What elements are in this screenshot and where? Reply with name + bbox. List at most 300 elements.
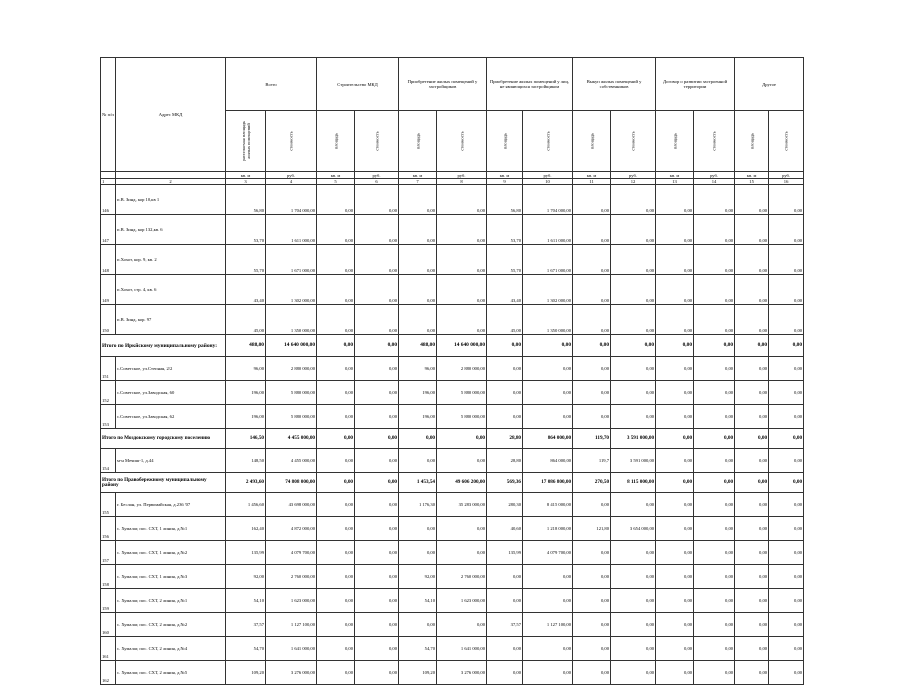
value-cell: 569,36 [487,473,523,493]
value-cell: 2 760 000,00 [266,565,317,589]
value-cell: 0,00 [656,613,694,637]
value-cell: 0,00 [573,185,611,215]
value-cell: 162,40 [226,517,266,541]
value-cell: 5 880 000,00 [266,381,317,405]
row-address: с. Хумалаг, пос. СХТ, 1 линия, д.№3 [116,565,226,589]
value-cell: 0,00 [573,493,611,517]
row-address: с. Хумалаг, пос. СХТ, 1 линия, д.№1 [116,517,226,541]
value-cell: 0,00 [355,185,399,215]
value-cell: 280,30 [487,493,523,517]
value-cell: 0,00 [694,517,735,541]
value-cell: 0,00 [399,215,437,245]
value-cell: 14 640 000,00 [266,335,317,357]
value-cell: 0,00 [735,305,769,335]
unit-cell: кв. м [399,172,437,179]
value-cell: 0,00 [656,589,694,613]
value-cell: 0,00 [355,613,399,637]
unit-cell: руб. [611,172,656,179]
value-cell: 0,00 [317,185,355,215]
value-cell: 0,00 [656,405,694,429]
value-cell: 0,00 [399,449,437,473]
value-cell: 488,00 [399,335,437,357]
value-cell: 0,00 [355,305,399,335]
value-cell: 0,00 [735,493,769,517]
value-cell: 0,00 [694,493,735,517]
subtotal-label: Итого по Иркйскому муниципальному району: [101,335,226,357]
value-cell: 0,00 [656,661,694,685]
value-cell: 0,00 [656,381,694,405]
value-cell: 37,57 [487,613,523,637]
value-cell: 0,00 [355,405,399,429]
value-cell: 5 880 000,00 [437,381,487,405]
value-cell: 8 115 000,00 [611,473,656,493]
row-index: 151 [101,357,116,381]
value-cell: 0,00 [611,589,656,613]
value-cell: 1 127 100,00 [266,613,317,637]
value-cell: 28,80 [487,449,523,473]
value-cell: 1 456,60 [226,493,266,517]
value-cell: 0,00 [611,185,656,215]
value-cell: 121,80 [573,517,611,541]
value-cell: 196,00 [399,381,437,405]
value-cell: 0,00 [573,357,611,381]
value-cell: 146,50 [226,429,266,449]
value-cell: 92,00 [226,565,266,589]
value-cell: 0,00 [355,637,399,661]
value-cell: 0,00 [769,565,804,589]
value-cell: 0,00 [694,215,735,245]
value-cell: 0,00 [573,215,611,245]
value-cell: 0,00 [656,517,694,541]
value-cell: 0,00 [694,449,735,473]
column-number-cell: 6 [355,179,399,185]
value-cell: 0,00 [399,613,437,637]
unit-cell: руб. [523,172,573,179]
value-cell: 0,00 [656,215,694,245]
unit-cell: руб. [769,172,804,179]
value-cell: 2 760 000,00 [437,565,487,589]
value-cell: 0,00 [317,405,355,429]
value-cell: 0,00 [769,661,804,685]
value-cell: 1 623 000,00 [266,589,317,613]
row-address: п.В. Зинд, кор 132,кв. 6 [116,215,226,245]
value-cell: 0,00 [437,613,487,637]
sub-header-cost: стоимость [783,131,789,151]
table-row [101,405,804,429]
value-cell: 0,00 [355,589,399,613]
value-cell: 17 086 800,00 [523,473,573,493]
value-cell: 0,00 [656,565,694,589]
value-cell: 49 606 200,00 [437,473,487,493]
row-index: 156 [101,517,116,541]
value-cell: 0,00 [769,335,804,357]
value-cell: 0,00 [317,215,355,245]
column-number-cell: 9 [487,179,523,185]
sub-header-cost: стоимость [374,131,380,151]
value-cell: 54,10 [226,589,266,613]
table-row [101,215,804,245]
unit-cell: кв. м [317,172,355,179]
row-address: п.В. Зинд, кор. 97 [116,305,226,335]
value-cell: 55,70 [487,245,523,275]
row-address: с. Хумалаг, пос. СХТ, 2 линия, д.№1 [116,589,226,613]
value-cell: 1 453,54 [399,473,437,493]
value-cell: 0,00 [694,589,735,613]
value-cell: 196,00 [226,405,266,429]
unit-cell: руб. [266,172,317,179]
value-cell: 0,00 [735,429,769,449]
row-address: с. Хумалаг, пос. СХТ, 1 линия, д.№2 [116,541,226,565]
value-cell: 109,20 [226,661,266,685]
value-cell: 0,00 [317,357,355,381]
value-cell: 43 698 000,00 [266,493,317,517]
value-cell: 0,00 [694,661,735,685]
unit-cell: руб. [355,172,399,179]
value-cell: 0,00 [769,245,804,275]
column-number-cell: 14 [694,179,735,185]
sub-header-cell [399,111,437,172]
value-cell: 0,00 [656,493,694,517]
value-cell: 488,00 [226,335,266,357]
value-cell: 0,00 [355,357,399,381]
value-cell: 1 302 000,00 [266,275,317,305]
table-row [101,305,804,335]
row-address: с. Хумалаг, пос. СХТ, 2 линия, д.№4 [116,637,226,661]
value-cell: 0,00 [355,661,399,685]
value-cell: 3 591 000,00 [611,449,656,473]
value-cell: 0,00 [735,405,769,429]
value-cell: 0,00 [735,275,769,305]
value-cell: 0,00 [694,245,735,275]
value-cell: 0,00 [317,637,355,661]
value-cell: 0,00 [317,661,355,685]
value-cell: 135,99 [226,541,266,565]
value-cell: 0,00 [317,335,355,357]
value-cell: 0,00 [769,305,804,335]
value-cell: 56,80 [226,185,266,215]
table-body [101,185,804,685]
value-cell: 1 611 000,00 [523,215,573,245]
value-cell: 0,00 [656,305,694,335]
value-cell: 0,00 [611,541,656,565]
value-cell: 45,00 [226,305,266,335]
table-row [101,517,804,541]
value-cell: 0,00 [355,245,399,275]
table-row [101,565,804,589]
value-cell: 0,00 [437,275,487,305]
value-cell: 1 641 000,00 [266,637,317,661]
value-cell: 1 302 000,00 [523,275,573,305]
value-cell: 1 127 100,00 [523,613,573,637]
value-cell: 56,80 [487,185,523,215]
value-cell: 2 493,60 [226,473,266,493]
row-address: п.Хохот, кор. 9, кв. 2 [116,245,226,275]
value-cell: 1 641 000,00 [437,637,487,661]
table-header [101,58,804,185]
value-cell: 0,00 [694,305,735,335]
value-cell: 0,00 [735,215,769,245]
value-cell: 1 704 000,00 [266,185,317,215]
value-cell: 1 218 000,00 [523,517,573,541]
value-cell: 0,00 [355,275,399,305]
value-cell: 196,00 [399,405,437,429]
value-cell: 4 455 000,00 [266,449,317,473]
value-cell: 0,00 [694,185,735,215]
column-number-cell: 13 [656,179,694,185]
value-cell: 0,00 [573,275,611,305]
value-cell: 0,00 [735,245,769,275]
row-index: 155 [101,493,116,517]
value-cell: 0,00 [769,215,804,245]
value-cell: 0,00 [656,541,694,565]
value-cell: 0,00 [573,565,611,589]
row-index: 159 [101,589,116,613]
sub-header-cell [317,111,355,172]
value-cell: 0,00 [611,661,656,685]
value-cell: 0,00 [769,589,804,613]
value-cell: 74 808 000,00 [266,473,317,493]
value-cell: 0,00 [399,185,437,215]
column-number-cell: 10 [523,179,573,185]
subtotal-row [101,335,804,357]
value-cell: 0,00 [611,405,656,429]
value-cell: 148,50 [226,449,266,473]
value-cell: 0,00 [656,429,694,449]
value-cell: 0,00 [573,405,611,429]
value-cell: 0,00 [656,449,694,473]
value-cell: 1 623 000,00 [437,589,487,613]
value-cell: 0,00 [611,215,656,245]
value-cell: 0,00 [769,517,804,541]
row-address: г. Беслан, ул. Первомайская, д.236 '07 [116,493,226,517]
value-cell: 0,00 [437,449,487,473]
row-address: с.Советское, ул.Заводская, 60 [116,381,226,405]
value-cell: 0,00 [611,357,656,381]
value-cell: 0,00 [694,335,735,357]
value-cell: 92,00 [399,565,437,589]
value-cell: 0,00 [573,637,611,661]
value-cell: 0,00 [735,541,769,565]
value-cell: 5 880 000,00 [266,405,317,429]
value-cell: 119,70 [573,429,611,449]
row-index: 160 [101,613,116,637]
value-cell: 0,00 [573,305,611,335]
sub-header-cost: стоимость [711,131,717,151]
value-cell: 0,00 [735,613,769,637]
value-cell: 0,00 [523,637,573,661]
value-cell: 43,40 [226,275,266,305]
value-cell: 1 176,30 [399,493,437,517]
unit-cell: руб. [694,172,735,179]
column-number-cell: 2 [116,179,226,185]
value-cell: 0,00 [399,245,437,275]
column-number-cell: 16 [769,179,804,185]
table-row [101,185,804,215]
value-cell: 0,00 [656,185,694,215]
value-cell: 135,99 [487,541,523,565]
row-index: 158 [101,565,116,589]
value-cell: 3 276 000,00 [437,661,487,685]
value-cell: 0,00 [437,541,487,565]
value-cell: 55,70 [226,245,266,275]
unit-cell: кв. м [735,172,769,179]
value-cell: 0,00 [399,305,437,335]
value-cell: 0,00 [611,613,656,637]
group-header-total: Всего [226,58,317,111]
value-cell: 270,50 [573,473,611,493]
sub-header-cost: стоимость [288,131,294,151]
table-row [101,661,804,685]
value-cell: 1 671 000,00 [266,245,317,275]
address-column-header: Адрес МКД [116,58,226,172]
value-cell: 54,70 [226,637,266,661]
value-cell: 0,00 [523,381,573,405]
value-cell: 0,00 [735,637,769,661]
value-cell: 28,80 [487,429,523,449]
value-cell: 0,00 [656,335,694,357]
value-cell: 0,00 [317,541,355,565]
sub-header-cost: стоимость [545,131,551,151]
value-cell: 0,00 [523,335,573,357]
value-cell: 0,00 [694,357,735,381]
value-cell: 0,00 [317,245,355,275]
value-cell: 0,00 [487,661,523,685]
unit-cell-empty [116,172,226,179]
table-row [101,493,804,517]
value-cell: 0,00 [769,405,804,429]
resettlement-table [100,57,804,685]
sub-header-cell [487,111,523,172]
sub-header-area: площадь [672,132,678,150]
column-number-cell: 1 [101,179,116,185]
table-row [101,541,804,565]
value-cell: 0,00 [769,357,804,381]
value-cell: 0,00 [769,541,804,565]
value-cell: 864 000,00 [523,449,573,473]
value-cell: 0,00 [735,473,769,493]
row-address: п.Хохот, стр. 4, кв. 6 [116,275,226,305]
sub-header-cost: стоимость [459,131,465,151]
value-cell: 0,00 [355,449,399,473]
table-row [101,245,804,275]
value-cell: 4 455 000,00 [266,429,317,449]
value-cell: 0,00 [611,245,656,275]
sub-header-cell [523,111,573,172]
group-header-other: Другое [735,58,804,111]
value-cell: 0,00 [735,565,769,589]
table-row [101,449,804,473]
sub-header-cell [266,111,317,172]
unit-cell-empty [101,172,116,179]
column-number-cell: 7 [399,179,437,185]
value-cell: 96,00 [226,357,266,381]
value-cell: 0,00 [437,517,487,541]
value-cell: 4 872 000,00 [266,517,317,541]
subtotal-row [101,473,804,493]
value-cell: 40,60 [487,517,523,541]
row-index: 147 [101,215,116,245]
value-cell: 0,00 [523,661,573,685]
value-cell: 0,00 [611,637,656,661]
value-cell: 0,00 [694,637,735,661]
value-cell: 0,00 [611,275,656,305]
value-cell: 0,00 [656,245,694,275]
value-cell: 0,00 [317,381,355,405]
sub-header-cell [226,111,266,172]
value-cell: 0,00 [573,245,611,275]
row-address: п.В. Зинд, кор 10,кв 1 [116,185,226,215]
value-cell: 0,00 [399,541,437,565]
value-cell: 53,70 [226,215,266,245]
value-cell: 4 079 700,00 [266,541,317,565]
value-cell: 0,00 [355,517,399,541]
row-index: 146 [101,185,116,215]
value-cell: 37,57 [226,613,266,637]
row-index: 152 [101,381,116,405]
value-cell: 43,40 [487,275,523,305]
row-address: с. Хумалаг, пос. СХТ, 2 линия, д.№5 [116,661,226,685]
value-cell: 0,00 [487,637,523,661]
value-cell: 0,00 [769,637,804,661]
row-index: 149 [101,275,116,305]
sub-header-cell [355,111,399,172]
value-cell: 0,00 [573,381,611,405]
value-cell: 119,7 [573,449,611,473]
sub-header-cell [656,111,694,172]
column-number-cell: 5 [317,179,355,185]
value-cell: 54,70 [399,637,437,661]
value-cell: 1 350 000,00 [266,305,317,335]
value-cell: 0,00 [611,305,656,335]
sub-header-area: площадь [415,132,421,150]
subtotal-row [101,429,804,449]
unit-cell: кв. м [226,172,266,179]
value-cell: 0,00 [735,381,769,405]
value-cell: 196,00 [226,381,266,405]
group-header-development: Договор о развитии застроенной территории [656,58,735,111]
value-cell: 0,00 [573,335,611,357]
sub-header-cell [573,111,611,172]
value-cell: 0,00 [317,305,355,335]
value-cell: 0,00 [769,429,804,449]
value-cell: 0,00 [694,429,735,449]
sub-header-total-area: расселяемая площадь жилых помещений [240,120,251,162]
value-cell: 0,00 [355,493,399,517]
sub-header-cell [735,111,769,172]
value-cell: 53,70 [487,215,523,245]
sub-header-area: площадь [749,132,755,150]
value-cell: 0,00 [355,335,399,357]
value-cell: 0,00 [769,449,804,473]
units-row [101,172,804,179]
value-cell: 0,00 [769,381,804,405]
value-cell: 1 704 000,00 [523,185,573,215]
row-index: 148 [101,245,116,275]
row-index: 157 [101,541,116,565]
value-cell: 0,00 [317,517,355,541]
value-cell: 0,00 [487,565,523,589]
value-cell: 0,00 [487,589,523,613]
row-address: м-н Мечиш-1, д.44 [116,449,226,473]
value-cell: 3 654 000,00 [611,517,656,541]
value-cell: 0,00 [694,565,735,589]
column-number-cell: 4 [266,179,317,185]
sub-header-cell [769,111,804,172]
value-cell: 0,00 [487,357,523,381]
value-cell: 0,00 [317,429,355,449]
value-cell: 0,00 [611,565,656,589]
value-cell: 0,00 [656,357,694,381]
